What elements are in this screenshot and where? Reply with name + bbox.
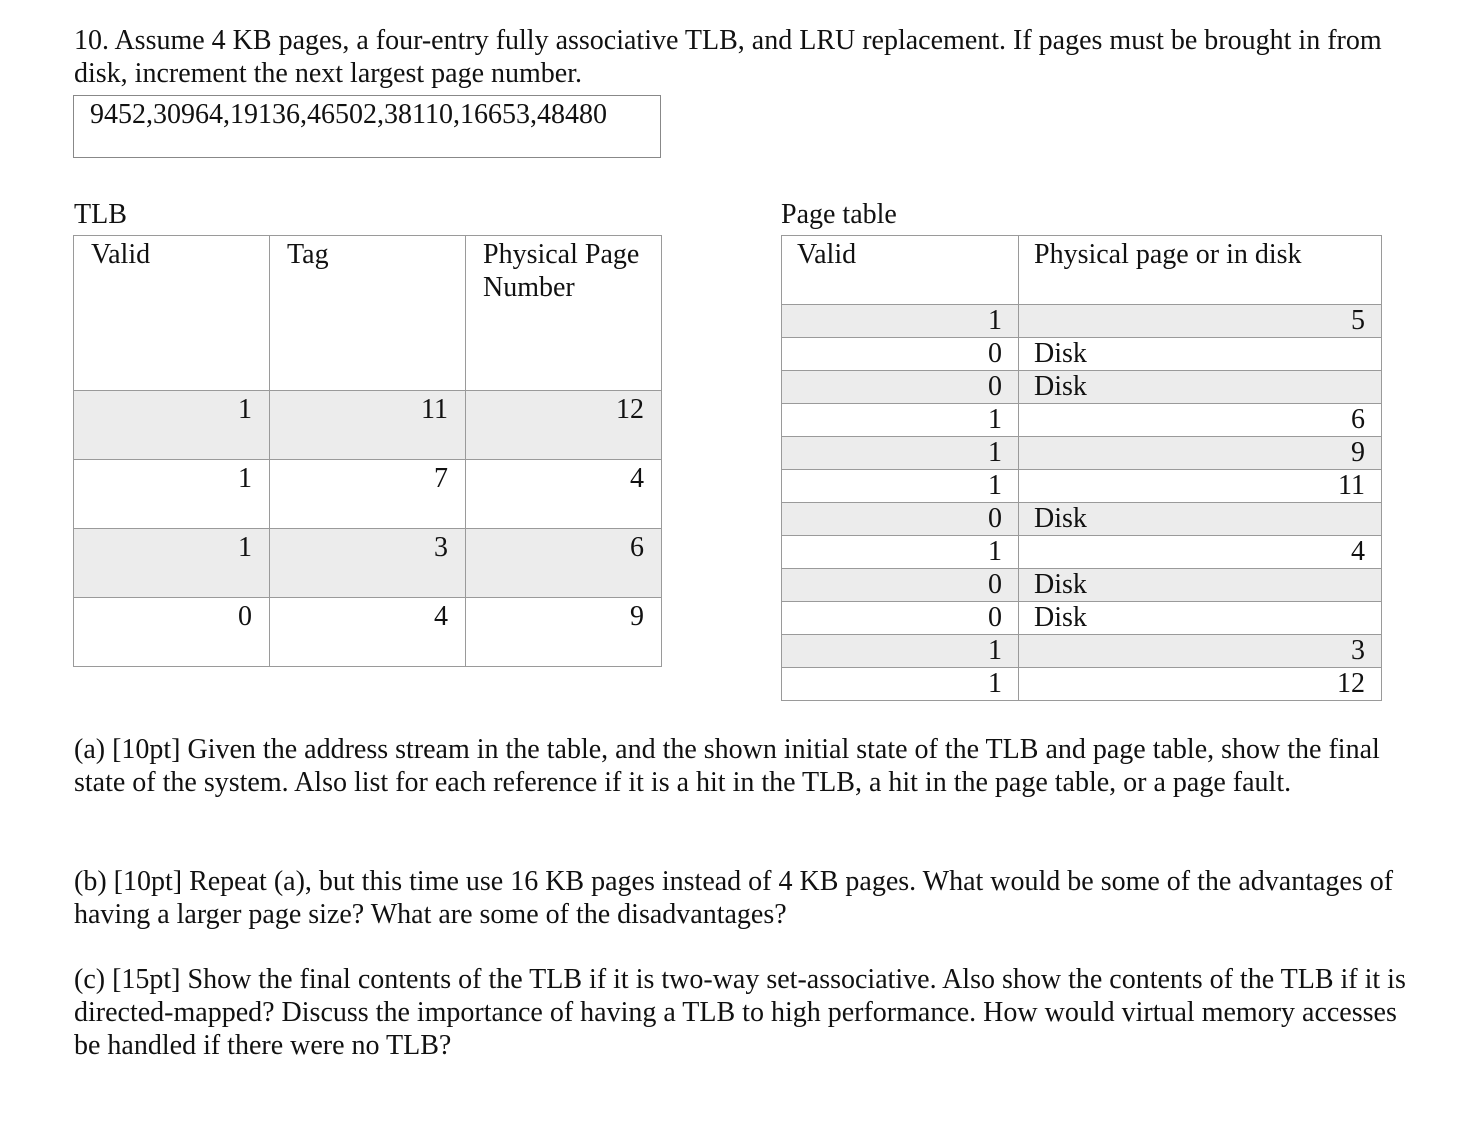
tlb-header-row: [74, 236, 662, 391]
page-table-valid: 1: [782, 437, 1019, 470]
tlb-row: [74, 529, 662, 598]
page-table-page: 6: [1019, 404, 1382, 437]
page-table-valid: 1: [782, 404, 1019, 437]
page-table-valid: 1: [782, 668, 1019, 701]
tlb-row: [74, 391, 662, 460]
tlb-row: [74, 598, 662, 667]
page-table-header-page: Physical page or in disk: [1019, 236, 1382, 305]
part-c-text: (c) [15pt] Show the final contents of the TLB if it is two-way set-associative. Also show the contents of the TLB if it is directed-mapped? Discuss the importance of having a TLB to high performance. How would virtual memory accesses be handled if there were no TLB?: [74, 964, 1406, 1061]
page-table-header-valid: Valid: [782, 236, 1019, 305]
tlb-header-ppn: Physical Page Number: [466, 236, 662, 391]
page-table-row: [782, 404, 1382, 437]
page-table-row: [782, 536, 1382, 569]
page-table-row: [782, 338, 1382, 371]
page-table-page: 3: [1019, 635, 1382, 668]
tlb-header-tag: Tag: [270, 236, 466, 391]
tlb-table: [73, 235, 662, 667]
page-table-valid: 1: [782, 536, 1019, 569]
page-table-valid: 0: [782, 569, 1019, 602]
tlb-valid: 1: [74, 529, 270, 598]
page-table-page: 4: [1019, 536, 1382, 569]
tlb-ppn: 4: [466, 460, 662, 529]
tlb-header-valid: Valid: [74, 236, 270, 391]
page-table-page: Disk: [1019, 503, 1382, 536]
page-table-row: [782, 305, 1382, 338]
tlb-ppn: 12: [466, 391, 662, 460]
page-table-caption: Page table: [781, 199, 897, 230]
part-a-text: (a) [10pt] Given the address stream in the table, and the shown initial state of the TLB and page table, show the final state of the system. Also list for each reference if it is a hit in the TLB, a hit in the page table, or a page fault.: [74, 734, 1380, 798]
page-table-row: [782, 668, 1382, 701]
tlb-valid: 0: [74, 598, 270, 667]
part-b-text: (b) [10pt] Repeat (a), but this time use 16 KB pages instead of 4 KB pages. What would be some of the advantages of having a larger page size? What are some of the disadvantages?: [74, 866, 1394, 930]
page-table: [781, 235, 1382, 701]
page-table-header-row: [782, 236, 1382, 305]
page-table-page: 9: [1019, 437, 1382, 470]
tlb-tag: 3: [270, 529, 466, 598]
page-table-valid: 0: [782, 338, 1019, 371]
tlb-ppn: 6: [466, 529, 662, 598]
tlb-tag: 7: [270, 460, 466, 529]
page-table-row: [782, 371, 1382, 404]
tlb-valid: 1: [74, 460, 270, 529]
address-stream-box: [73, 95, 661, 158]
page-table-row: [782, 470, 1382, 503]
tlb-valid: 1: [74, 391, 270, 460]
page-table-row: [782, 602, 1382, 635]
address-stream: 9452,30964,19136,46502,38110,16653,48480: [90, 99, 607, 130]
tlb-ppn: 9: [466, 598, 662, 667]
page-table-page: Disk: [1019, 602, 1382, 635]
tlb-row: [74, 460, 662, 529]
page-table-row: [782, 569, 1382, 602]
page-table-page: Disk: [1019, 569, 1382, 602]
page-table-valid: 1: [782, 305, 1019, 338]
page-table-valid: 1: [782, 635, 1019, 668]
page-table-valid: 0: [782, 371, 1019, 404]
tlb-caption: TLB: [74, 199, 127, 230]
page-table-page: 5: [1019, 305, 1382, 338]
tlb-tag: 4: [270, 598, 466, 667]
page-table-page: Disk: [1019, 371, 1382, 404]
page-table-valid: 1: [782, 470, 1019, 503]
page-table-page: 12: [1019, 668, 1382, 701]
page-table-page: Disk: [1019, 338, 1382, 371]
page-table-row: [782, 635, 1382, 668]
page-table-page: 11: [1019, 470, 1382, 503]
tlb-tag: 11: [270, 391, 466, 460]
page-table-valid: 0: [782, 503, 1019, 536]
page-table-row: [782, 437, 1382, 470]
page-table-valid: 0: [782, 602, 1019, 635]
question-title: 10. Assume 4 KB pages, a four-entry fully associative TLB, and LRU replacement. If pages must be brought in from disk, increment the next largest page number.: [74, 25, 1382, 89]
page-table-row: [782, 503, 1382, 536]
